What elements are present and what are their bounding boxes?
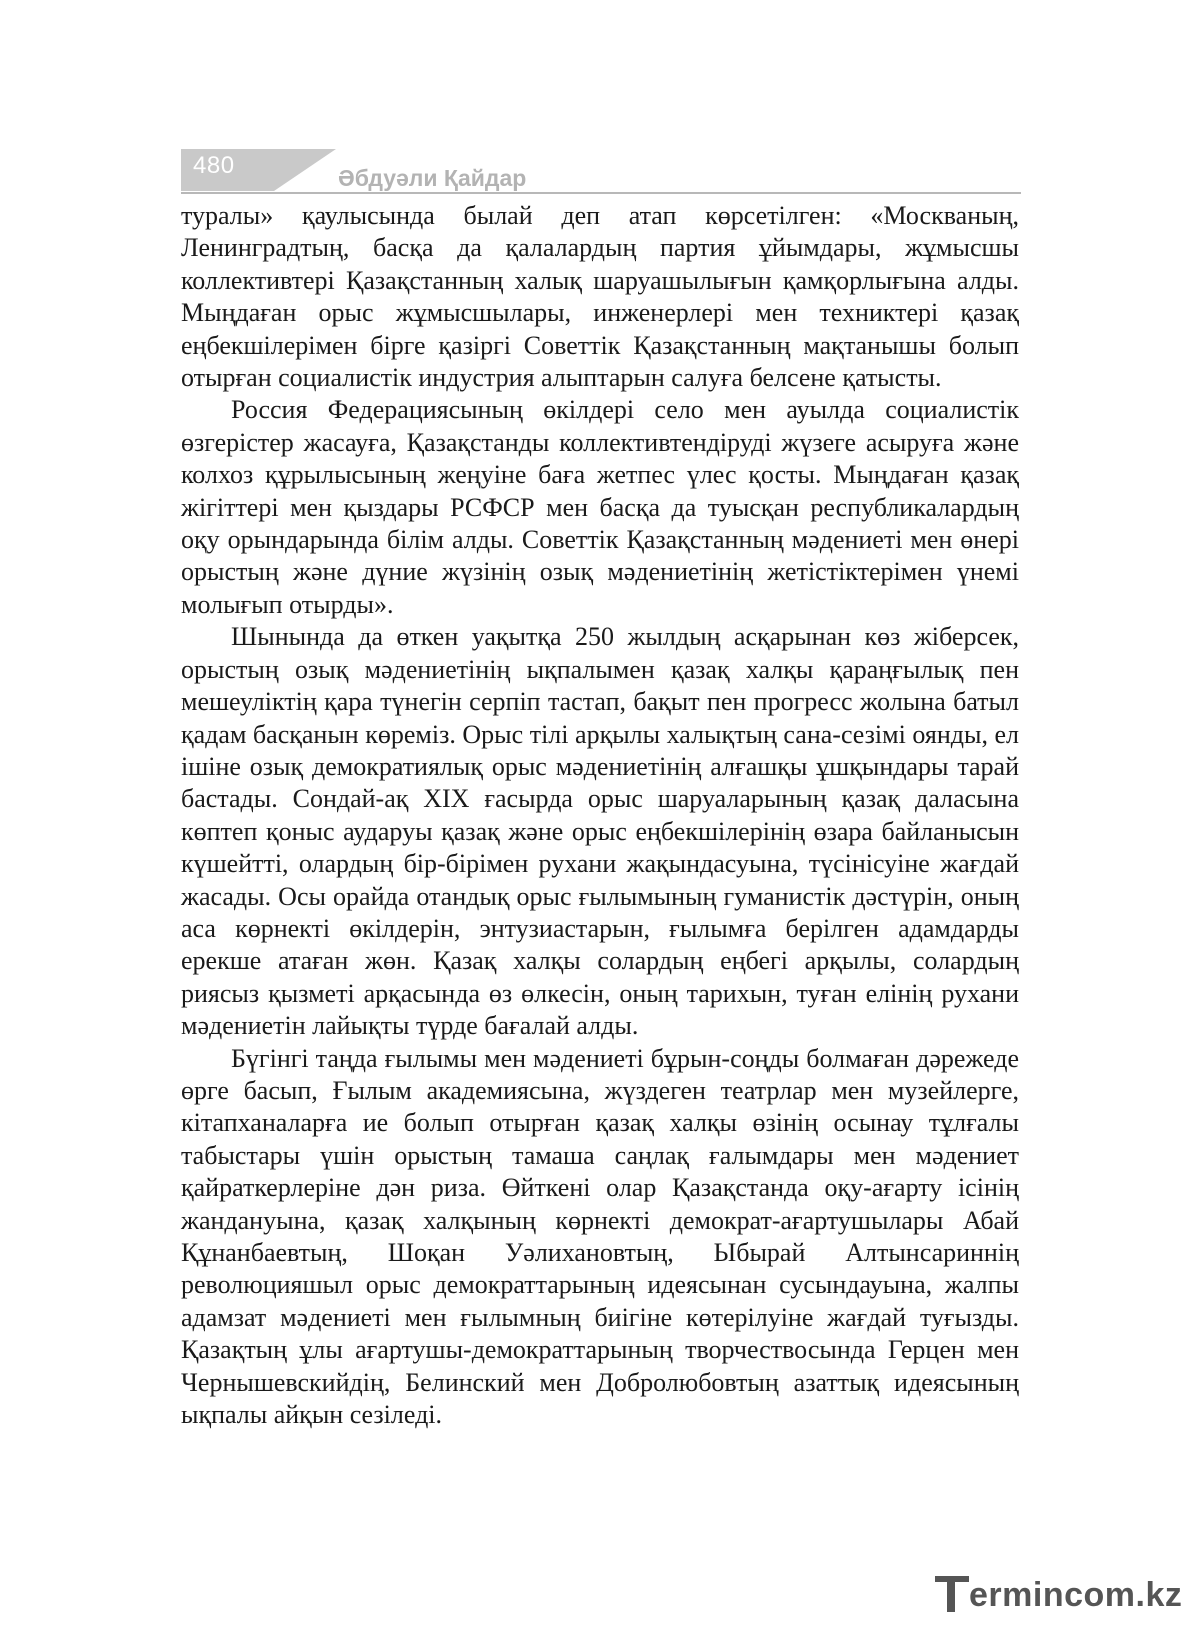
watermark-t-icon (935, 1576, 969, 1612)
page-header (0, 0, 1158, 200)
page-number-tab-slope (274, 149, 336, 191)
page-number: 480 (193, 152, 235, 179)
header-rule (181, 192, 1021, 194)
watermark-text: ermincom.kz (969, 1576, 1182, 1614)
paragraph-4: Бүгінгі таңда ғылымы мен мәдениеті бұрын-соңды болмаған дәрежеде өрге басып, Ғылым академиясына, жүздеген театрлар мен музейлерге, кітапханаларға ие болып отырған қазақ халқы өзінің осынау тұлғалы табыстары үшін орыстың тамаша саңлақ ғалымдары мен мәдениет қайраткерлеріне дән риза. Өйткені олар Қазақстанда оқу-ағарту ісінің жандануына, қазақ халқының көрнекті демократ-ағартушылары Абай Құнанбаевтың, Шоқан Уәлихановтың, Ыбырай Алтынсариннің революцияшыл орыс демократтарының идеясынан сусындауына, жалпы адамзат мәдениеті мен ғылымның биігіне көтерілуіне жағдай туғызды. Қазақтың ұлы ағартушы-демократтарының творчествосында Герцен мен Чернышевскийдің, Белинский мен Добролюбовтың азаттық идеясының ықпалы айқын сезіледі. (181, 1043, 1019, 1430)
paragraph-1: туралы» қаулысында былай деп атап көрсетілген: «Москваның, Ленинградтың, басқа да қалалардың партия ұйымдары, жұмысшы коллективтері Қазақстанның халық шаруашылығын қамқорлығына алды. Мыңдаған орыс жұмысшылары, инженерлері мен техниктері қазақ еңбекшілерімен бірге қазіргі Советтік Қазақстанның мақтанышы болып отырған социалистік индустрия алыптарын салуға белсене қатысты. (181, 201, 1019, 393)
body-text (181, 200, 1019, 1431)
watermark-logo (935, 1576, 1182, 1620)
paragraph-2: Россия Федерациясының өкілдері село мен ауылда социалистік өзгерістер жасауға, Қазақстанды коллективтендіруді жүзеге асыруға және колхоз құрылысының жеңуіне баға жетпес үлес қосты. Мыңдаған қазақ жігіттері мен қыздары РСФСР мен басқа да туысқан республикалардың оқу орындарында білім алды. Советтік Қазақстанның мәдениеті мен өнері орыстың және дүние жүзінің озық мәдениетінің жетістіктерімен үнемі молығып отырды». (181, 395, 1019, 619)
paragraph-3: Шынында да өткен уақытқа 250 жылдың асқарынан көз жіберсек, орыстың озық мәдениетінің ықпалымен қазақ халқы қараңғылық пен мешеуліктің қара түнегін серпіп тастап, бақыт пен прогресс жолына батыл қадам басқанын көреміз. Орыс тілі арқылы халықтың сана-сезімі оянды, ел ішіне озық демократиялық орыс мәдениетінің алғашқы ұшқындары тарай бастады. Сондай-ақ XIX ғасырда орыс шаруаларының қазақ даласына көптеп қоныс аударуы қазақ және орыс еңбекшілерінің өзара байланысын күшейтті, олардың бір-бірімен рухани жақындасуына, түсінісуіне жағдай жасады. Осы орайда отандық орыс ғылымының гуманистік дәстүрін, оның аса көрнекті өкілдерін, энтузиастарын, ғылымға берілген адамдарды ерекше атаған жөн. Қазақ халқы солардың еңбегі арқылы, солардың риясыз қызметі арқасында өз өлкесін, оның тарихын, туған елінің рухани мәдениетін лайықты түрде бағалай алды. (181, 622, 1019, 1041)
running-title: Әбдуәли Қайдар (338, 165, 527, 191)
